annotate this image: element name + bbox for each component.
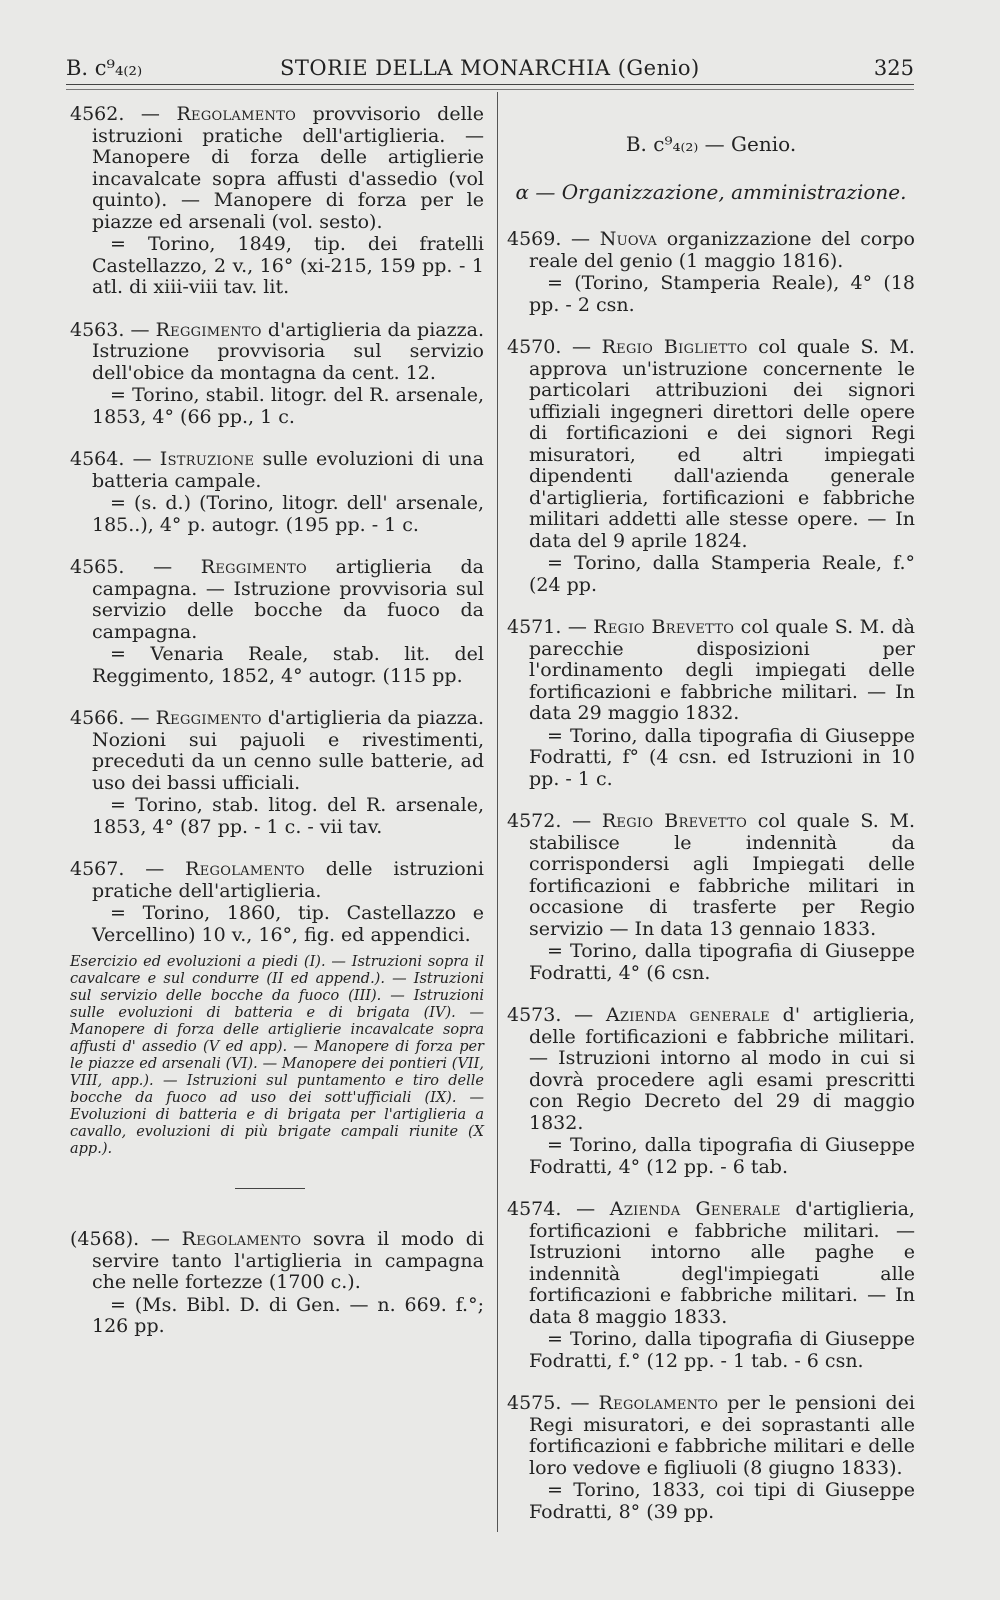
catalog-entry: 4563. — Reggimento d'artiglieria da piazza. Istruzione provvisoria sul servizio dell'obice da montagna da cent. 12. = Torino, stabil. litogr. del R. arsenale, 1853, 4° (66 pp., 1 c. [70, 318, 484, 428]
section-separator [235, 1188, 305, 1189]
entry-keyword: Regolamento [176, 103, 297, 125]
entry-text: organizzazione del corpo reale del genio (1 maggio 1816). [529, 228, 915, 272]
entry-keyword: Regio Biglietto [601, 336, 748, 358]
catalog-entry: 4564. — Istruzione sulle evoluzioni di una batteria campale. = (s. d.) (Torino, litogr. dell' arsenale, 185..), 4° p. autogr. (195 pp. - 1 c. [70, 448, 484, 536]
page-number: 325 [873, 56, 914, 80]
entry-text: d' artiglieria, delle fortificazioni e fabbriche militari. — Istruzioni intorno al modo in cui si dovrà procedere agli esami prescritti con Regio Decreto del 29 di maggio 1832. [529, 1004, 915, 1134]
entry-text: artiglieria da campagna. — Istruzione provvisoria sul servizio delle bocche da fuoco da campagna. [92, 556, 484, 643]
entry-contents-note: Esercizio ed evoluzioni a piedi (I). — Istruzioni sopra il cavalcare e sul condurre (II ed append.). — Istruzioni sul servizio delle bocche da fuoco (III). — Istruzioni sulle evoluzioni di batteria e di brigata (IV). — Manopere di forza delle artiglierie incavalcate sopra affusti d' assedio (V ed app). — Manopere di forza per le piazze ed arsenali (VI). — Manopere dei pontieri (VII, VIII, app.). — Istruzioni sul puntamento e tiro delle bocche da fuoco ad uso dei sott'ufficiali (IX). — Evoluzioni di batteria e di brigata per l'artiglieria a cavallo, evoluzioni di più brigate campali riunite (X app.). [70, 954, 484, 1157]
header-classmark: B. c⁹₄₍₂₎ [66, 56, 143, 80]
entry-number: 4575. [507, 1392, 562, 1414]
entry-number: 4571. [507, 616, 562, 638]
entry-imprint: = (Torino, Stamperia Reale), 4° (18 pp. - 2 csn. [529, 272, 915, 316]
entry-text: d'artiglieria, fortificazioni e fabbriche militari. — Istruzioni intorno alle paghe e indennità degl'impiegati alle fortificazioni e fabbriche militari. — In data 8 maggio 1833. [529, 1198, 915, 1328]
entry-text: sulle evoluzioni di una batteria campale. [92, 448, 484, 492]
entry-number: 4563. [70, 318, 125, 341]
section-heading: B. c⁹₄₍₂₎ — Genio. [625, 132, 797, 156]
entry-imprint: = Venaria Reale, stab. lit. del Reggimento, 1852, 4° autogr. (115 pp. [92, 643, 484, 687]
entry-text: per le pensioni dei Regi misuratori, e dei soprastanti alle fortificazioni e fabbriche militari e delle loro vedove e figliuoli (8 giugno 1833). [529, 1392, 915, 1479]
entry-number: 4569. [507, 228, 562, 250]
entry-number: 4564. [70, 448, 125, 470]
column-divider [497, 92, 498, 1532]
catalog-entry: 4565. — Reggimento artiglieria da campagna. — Istruzione provvisoria sul servizio delle bocche da fuoco da campagna. = Venaria Reale, stab. lit. del Reggimento, 1852, 4° autogr. (115 pp. [70, 556, 484, 687]
catalog-entry: 4570. — Regio Biglietto col quale S. M. approva un'istruzione concernente le particolari attribuzioni dei signori uffiziali ingegneri direttori delle opere di fortificazioni e dei signori Regi misuratori, ed altri impiegati dipendenti dall'azienda generale d'artiglieria, fortificazioni e fabbriche militari addetti alle stesse opere. — In data del 9 aprile 1824. = Torino, dalla Stamperia Reale, f.° (24 pp. [507, 336, 915, 596]
catalog-entry: 4572. — Regio Brevetto col quale S. M. stabilisce le indennità da corrispondersi agli Impiegati delle fortificazioni e fabbriche militari in occasione di trasferte per Regio servizio — In data 13 gennaio 1833. = Torino, dalla tipografia di Giuseppe Fodratti, 4° (6 csn. [507, 810, 915, 984]
entry-keyword: Azienda Generale [609, 1198, 781, 1220]
entry-text: col quale S. M. dà parecchie disposizioni per l'ordinamento degli impiegati delle fortificazioni e fabbriche militari. — In data 29 maggio 1832. [529, 616, 915, 724]
catalog-entry: 4562. — Regolamento provvisorio delle istruzioni pratiche dell'artiglieria. — Manopere di forza delle artiglierie incavalcate sopra affusti d'assedio (vol quinto). — Manopere di forza per le piazze ed arsenali (vol. sesto). = Torino, 1849, tip. dei fratelli Castellazzo, 2 v., 16° (xi-215, 159 pp. - 1 atl. di xiii-viii tav. lit. [70, 103, 484, 298]
entry-imprint: = Torino, dalla tipografia di Giuseppe Fodratti, 4° (12 pp. - 6 tab. [529, 1134, 915, 1178]
entry-number: 4572. [507, 810, 562, 832]
entry-keyword: Reggimento [155, 707, 262, 729]
entry-imprint: = Torino, dalla tipografia di Giuseppe Fodratti, f° (4 csn. ed Istruzioni in 10 pp. - 1 c. [529, 724, 915, 790]
entry-text: delle istruzioni pratiche dell'artiglieria. [92, 858, 484, 902]
catalog-entry: 4573. — Azienda generale d' artiglieria, delle fortificazioni e fabbriche militari. — Istruzioni intorno al modo in cui si dovrà procedere agli esami prescritti con Regio Decreto del 29 di maggio 1832. = Torino, dalla tipografia di Giuseppe Fodratti, 4° (12 pp. - 6 tab. [507, 1004, 915, 1178]
entry-keyword: Regio Brevetto [593, 616, 735, 638]
left-column [70, 104, 484, 1359]
entry-number: 4567. [70, 858, 125, 880]
header-rule-thin [66, 89, 914, 90]
entry-keyword: Reggimento [155, 318, 262, 341]
entry-imprint: = Torino, 1849, tip. dei fratelli Castellazzo, 2 v., 16° (xi-215, 159 pp. - 1 atl. di xiii-viii tav. lit. [92, 233, 484, 298]
entry-number: 4566. [70, 707, 125, 729]
entry-text: provvisorio delle istruzioni pratiche dell'artiglieria. — Manopere di forza delle artiglierie incavalcate sopra affusti d'assedio (vol quinto). — Manopere di forza per le piazze ed arsenali (vol. sesto). [92, 103, 484, 233]
entry-keyword: Regolamento [598, 1392, 719, 1414]
entry-text: sovra il modo di servire tanto l'artiglieria in campagna che nelle fortezze (1700 c.). [92, 1228, 484, 1293]
entry-keyword: Regio Brevetto [601, 810, 748, 832]
entry-keyword: Istruzione [159, 448, 255, 470]
entry-text: d'artiglieria da piazza. Nozioni sui pajuoli e rivestimenti, preceduti da un cenno sulle batterie, ad uso dei bassi ufficiali. [92, 707, 484, 794]
entry-imprint: = Torino, 1860, tip. Castellazzo e Vercellino) 10 v., 16°, fig. ed appendici. [92, 902, 484, 946]
catalog-entry: 4575. — Regolamento per le pensioni dei Regi misuratori, e dei soprastanti alle fortificazioni e fabbriche militari e delle loro vedove e figliuoli (8 giugno 1833). = Torino, 1833, coi tipi di Giuseppe Fodratti, 8° (39 pp. [507, 1392, 915, 1523]
catalog-entry: (4568). — Regolamento sovra il modo di servire tanto l'artiglieria in campagna che nelle fortezze (1700 c.). = (Ms. Bibl. D. di Gen. — n. 669. f.°; 126 pp. [70, 1228, 484, 1337]
entry-imprint: = (s. d.) (Torino, litogr. dell' arsenale, 185..), 4° p. autogr. (195 pp. - 1 c. [92, 492, 484, 536]
page-header [66, 52, 914, 88]
right-column [507, 104, 915, 1544]
entry-keyword: Nuova [599, 228, 658, 250]
entry-keyword: Regolamento [181, 1228, 302, 1250]
catalog-entry: 4569. — Nuova organizzazione del corpo reale del genio (1 maggio 1816). = (Torino, Stamperia Reale), 4° (18 pp. - 2 csn. [507, 228, 915, 316]
catalog-entry: 4571. — Regio Brevetto col quale S. M. dà parecchie disposizioni per l'ordinamento degli impiegati delle fortificazioni e fabbriche militari. — In data 29 maggio 1832. = Torino, dalla tipografia di Giuseppe Fodratti, f° (4 csn. ed Istruzioni in 10 pp. - 1 c. [507, 616, 915, 790]
entry-number: 4565. [70, 556, 125, 578]
entry-number: (4568). [70, 1228, 140, 1250]
entry-keyword: Reggimento [200, 556, 307, 578]
entry-text: col quale S. M. approva un'istruzione concernente le particolari attribuzioni dei signori uffiziali ingegneri direttori delle opere di fortificazioni e dei signori Regi misuratori, ed altri impiegati dipendenti dall'azienda generale d'artiglieria, fortificazioni e fabbriche militari addetti alle stesse opere. — In data del 9 aprile 1824. [529, 336, 915, 552]
header-rule [66, 84, 914, 85]
entry-number: 4573. [507, 1004, 562, 1026]
catalog-entry: 4567. — Regolamento delle istruzioni pratiche dell'artiglieria. = Torino, 1860, tip. Castellazzo e Vercellino) 10 v., 16°, fig. ed appendici. Esercizio ed evoluzioni a piedi (I). — Istruzioni sopra il cavalcare e sul condurre (II ed append.). — Istruzioni sul servizio delle bocche da fuoco (III). — Istruzioni sulle evoluzioni di batteria e di brigata (IV). — Manopere di forza delle artiglierie incavalcate sopra affusti d' assedio (V ed app). — Manopere di forza per le piazze ed arsenali (VI). — Manopere dei pontieri (VII, VIII, app.). — Istruzioni sul puntamento e tiro delle bocche da fuoco ad uso dei sott'ufficiali (IX). — Evoluzioni di batteria e di brigata per l'artiglieria a cavallo, evoluzioni di più brigate campali riunite (X app.). [70, 858, 484, 1157]
entry-imprint: = Torino, 1833, coi tipi di Giuseppe Fodratti, 8° (39 pp. [529, 1479, 915, 1523]
section-subheading: α — Organizzazione, amministrazione. [515, 179, 907, 204]
header-title: STORIE DELLA MONARCHIA (Genio) [280, 56, 700, 80]
entry-number: 4570. [507, 336, 562, 358]
entry-number: 4562. [70, 103, 125, 125]
entry-imprint: = (Ms. Bibl. D. di Gen. — n. 669. f.°; 126 pp. [92, 1293, 484, 1337]
entry-imprint: = Torino, stabil. litogr. del R. arsenale, 1853, 4° (66 pp., 1 c. [92, 384, 484, 428]
entry-text: col quale S. M. stabilisce le indennità da corrispondersi agli Impiegati delle fortificazioni e fabbriche militari in occasione di trasferte per Regio servizio — In data 13 gennaio 1833. [529, 810, 915, 940]
catalog-entry: 4566. — Reggimento d'artiglieria da piazza. Nozioni sui pajuoli e rivestimenti, preceduti da un cenno sulle batterie, ad uso dei bassi ufficiali. = Torino, stab. litog. del R. arsenale, 1853, 4° (87 pp. - 1 c. - vii tav. [70, 707, 484, 838]
entry-keyword: Regolamento [185, 858, 305, 880]
entry-keyword: Azienda generale [605, 1004, 770, 1026]
catalog-entry: 4574. — Azienda Generale d'artiglieria, fortificazioni e fabbriche militari. — Istruzioni intorno alle paghe e indennità degl'impiegati alle fortificazioni e fabbriche militari. — In data 8 maggio 1833. = Torino, dalla tipografia di Giuseppe Fodratti, f.° (12 pp. - 1 tab. - 6 csn. [507, 1198, 915, 1372]
entry-imprint: = Torino, dalla Stamperia Reale, f.° (24 pp. [529, 552, 915, 596]
entry-text: d'artiglieria da piazza. Istruzione provvisoria sul servizio dell'obice da montagna da cent. 12. [92, 318, 484, 384]
entry-imprint: = Torino, stab. litog. del R. arsenale, 1853, 4° (87 pp. - 1 c. - vii tav. [92, 794, 484, 838]
entry-number: 4574. [507, 1198, 562, 1220]
entry-imprint: = Torino, dalla tipografia di Giuseppe Fodratti, 4° (6 csn. [529, 940, 915, 984]
entry-imprint: = Torino, dalla tipografia di Giuseppe Fodratti, f.° (12 pp. - 1 tab. - 6 csn. [529, 1328, 915, 1372]
